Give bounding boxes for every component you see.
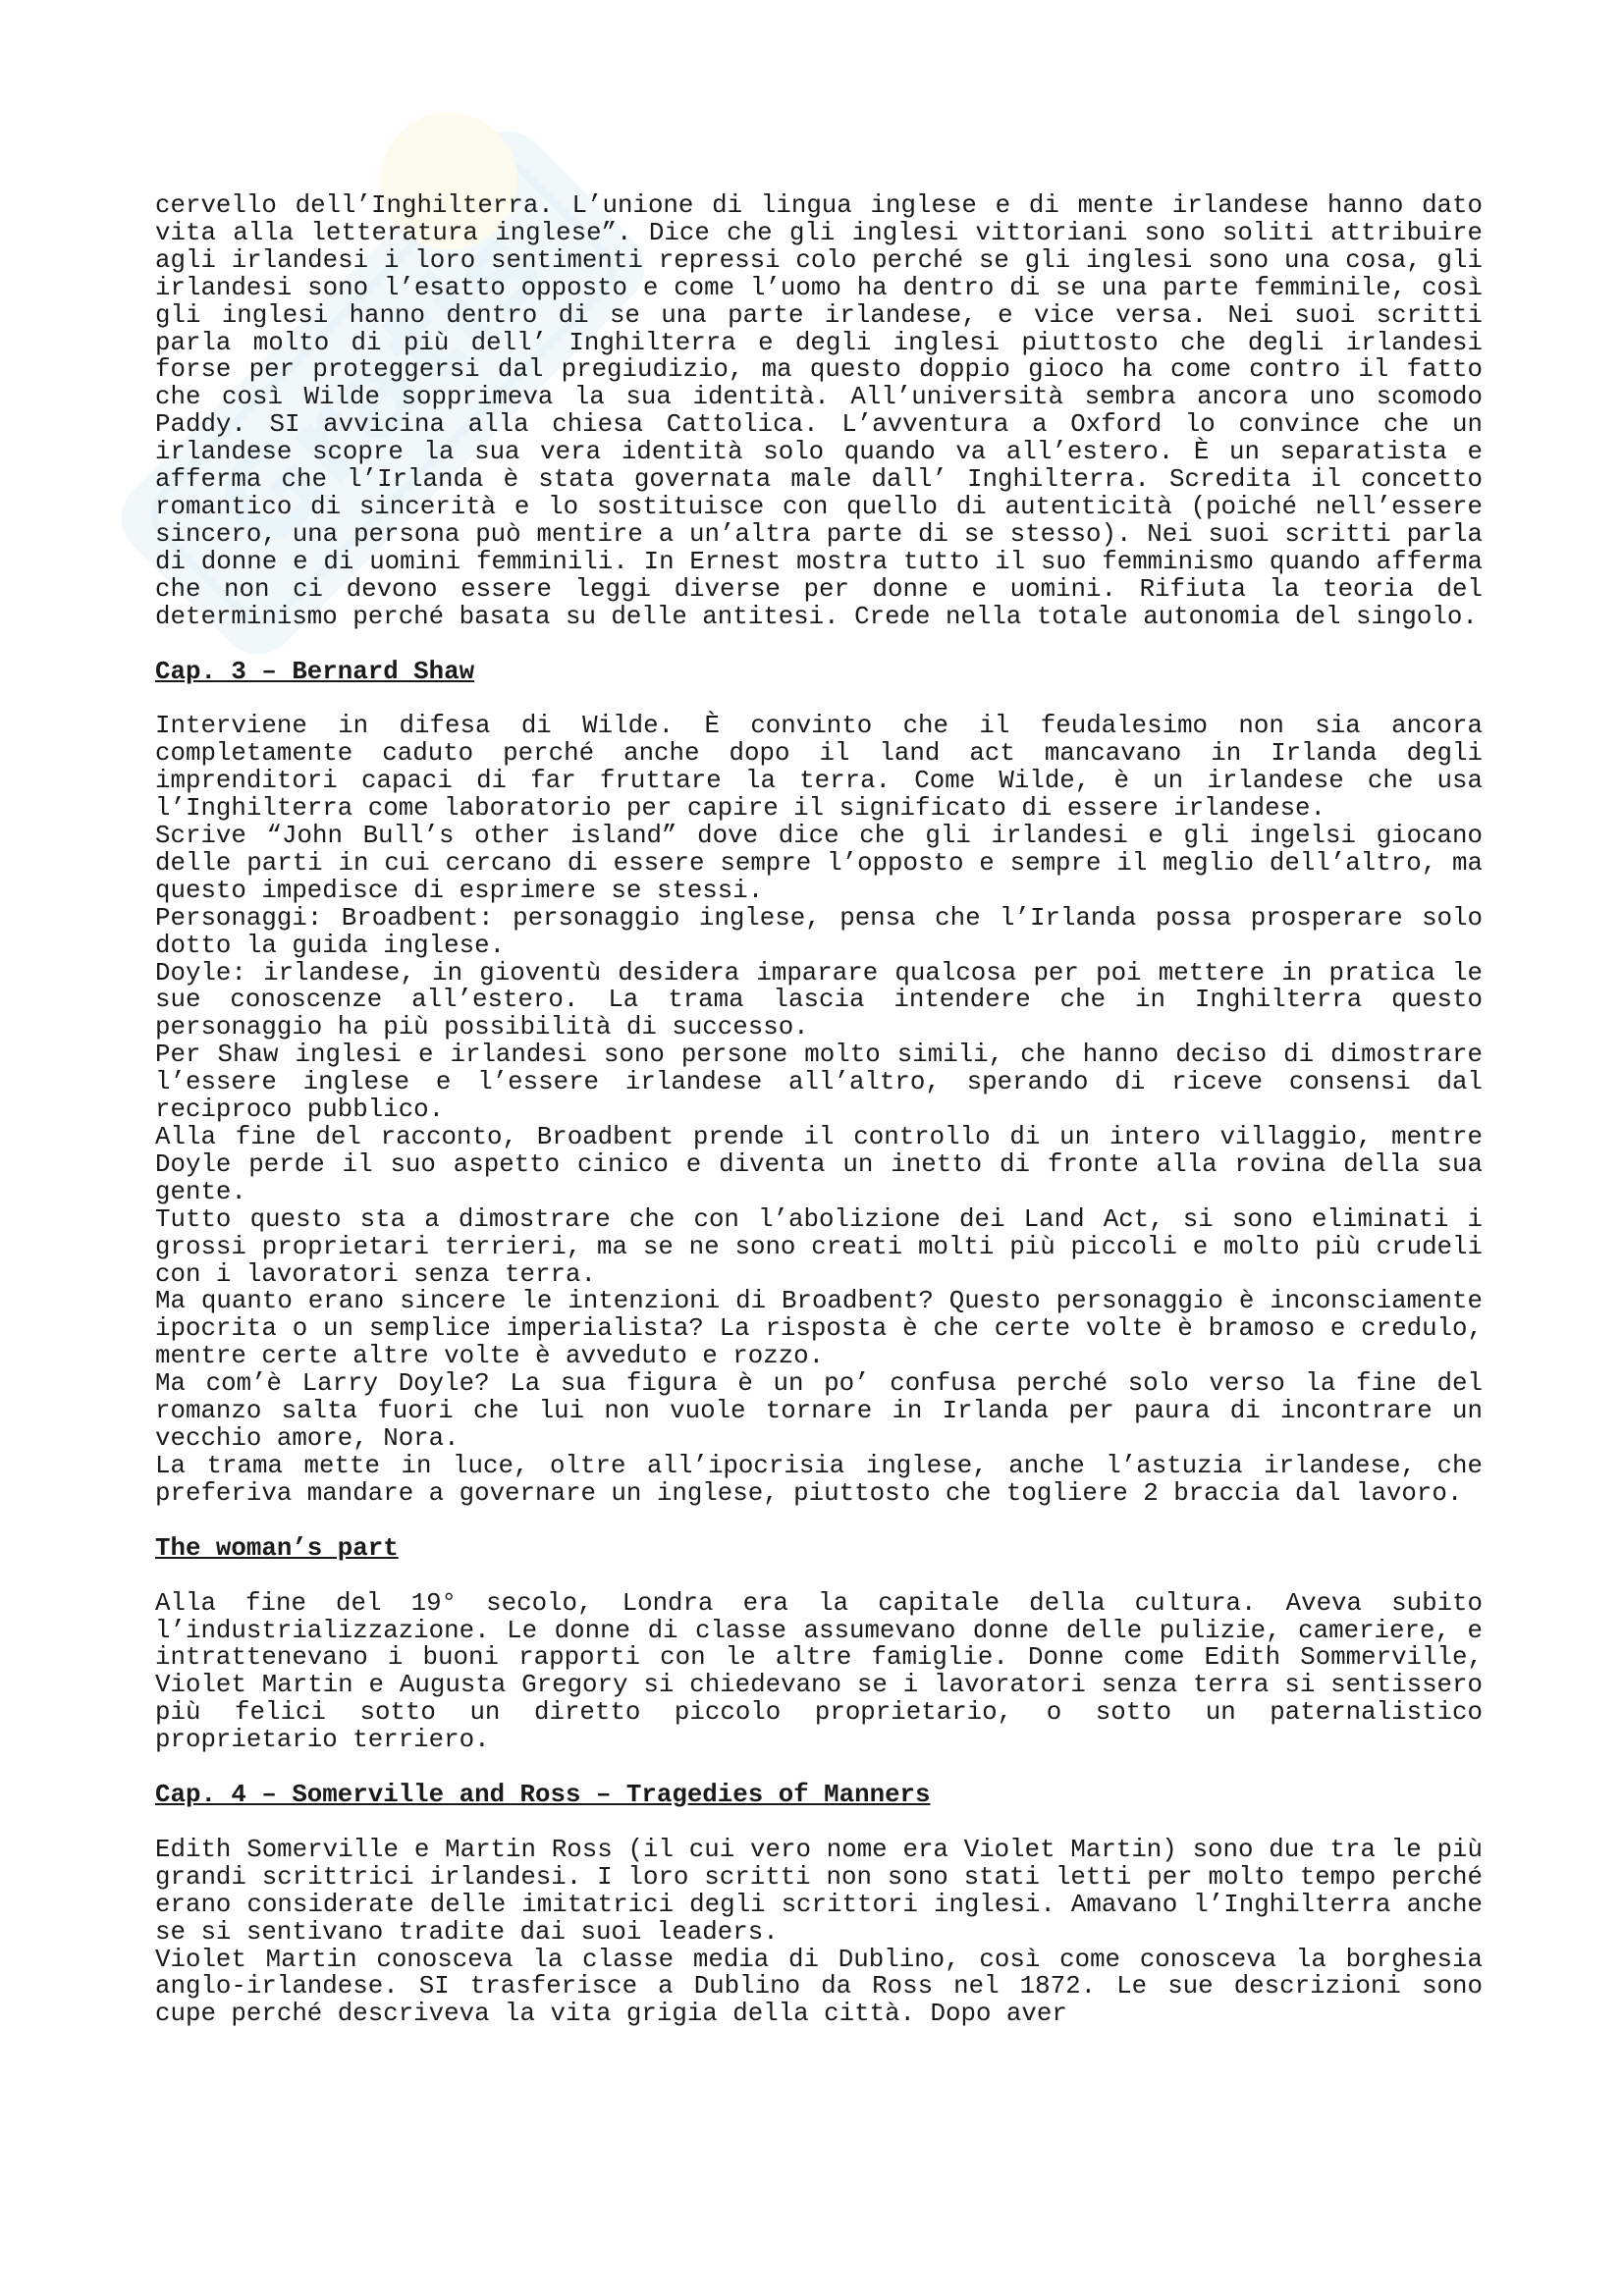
paragraph: Ma quanto erano sincere le intenzioni di Broadbent? Questo personaggio è inconsciamente ipocrita o un semplice imperialista? La risposta è che certe volte è bramoso e credulo, mentre certe altre volte è avveduto e rozzo. xyxy=(155,1287,1483,1371)
section-shaw xyxy=(155,659,1483,1508)
paragraph: Interviene in difesa di Wilde. È convinto che il feudalesimo non sia ancora completamente caduto perché anche dopo il land act mancavano in Irlanda degli imprenditori capaci di far fruttare la terra. Come Wilde, è un irlandese che usa l’Inghilterra come laboratorio per capire il significato di essere irlandese. xyxy=(155,712,1483,824)
intro-section xyxy=(155,192,1483,631)
paragraph: Scrive “John Bull’s other island” dove dice che gli irlandesi e gli ingelsi giocano delle parti in cui cercano di essere sempre l’opposto e sempre il meglio dell’altro, ma questo impedisce di esprimere se stessi. xyxy=(155,822,1483,905)
section-woman xyxy=(155,1535,1483,1754)
paragraph: Tutto questo sta a dimostrare che con l’abolizione dei Land Act, si sono eliminati i grossi proprietari terrieri, ma se ne sono creati molti più piccoli e molto più crudeli con i lavoratori senza terra. xyxy=(155,1204,1483,1289)
paragraph: Alla fine del racconto, Broadbent prende il controllo di un intero villaggio, mentre Doyle perde il suo aspetto cinico e diventa un inetto di fronte alla rovina della sua gente. xyxy=(155,1123,1483,1206)
svg-text:Gratis: Gratis xyxy=(189,198,569,579)
paragraph: Doyle: irlandese, in gioventù desidera imparare qualcosa per poi mettere in pratica le sue conoscenze all’estero. La trama lascia intendere che in Inghilterra questo personaggio ha più possibilità di successo. xyxy=(155,958,1483,1042)
paragraph: Ma com’è Larry Doyle? La sua figura è un po’ confusa perché solo verso la fine del romanzo salta fuori che lui non vuole tornare in Irlanda per paura di incontrare un vecchio amore, Nora. xyxy=(155,1369,1483,1453)
section-heading: The woman’s part xyxy=(155,1533,399,1563)
section-somerville xyxy=(155,1782,1483,2028)
paragraph: cervello dell’Inghilterra. L’unione di lingua inglese e di mente irlandese hanno dato vita alla letteratura inglese”. Dice che gli inglesi vittoriani sono soliti attribuire agli irlandesi i loro sentimenti repressi colo perché se gli inglesi sono una cosa, gli irlandesi sono l’esatto opposto e come l’uomo ha dentro di se una parte femminile, così gli inglesi hanno dentro di se una parte irlandese, e vice versa. Nei suoi scritti parla molto di più dell’ Inghilterra e degli inglesi piuttosto che degli irlandesi forse per proteggersi dal pregiudizio, ma questo doppio gioco ha come contro il fatto che così Wilde sopprimeva la sua identità. All’università sembra ancora uno scomodo Paddy. SI avvicina alla chiesa Cattolica. L’avventura a Oxford lo convince che un irlandese scopre la sua vera identità solo quando va all’estero. È un separatista e afferma che l’Irlanda è stata governata male dall’ Inghilterra. Scredita il concetto romantico di sincerità e lo sostituisce con quello di autenticità (poiché nell’essere sincero, una persona può mentire a un’altra parte di se stesso). Nei suoi scritti parla di donne e di uomini femminili. In Ernest mostra tutto il suo femminismo quando afferma che non ci devono essere leggi diverse per donne e uomini. Rifiuta la teoria del determinismo perché basata su delle antitesi. Crede nella totale autonomia del singolo. xyxy=(155,191,1483,631)
section-heading: Cap. 4 – Somerville and Ross – Tragedies of Manners xyxy=(155,1781,931,1810)
paragraph: Personaggi: Broadbent: personaggio inglese, pensa che l’Irlanda possa prosperare solo dotto la guida inglese. xyxy=(155,903,1483,960)
paragraph: La trama mette in luce, oltre all’ipocrisia inglese, anche l’astuzia irlandese, che preferiva mandare a governare un inglese, piuttosto che togliere 2 braccia dal lavoro. xyxy=(155,1451,1483,1508)
document-page xyxy=(155,192,1483,2028)
paragraph: Per Shaw inglesi e irlandesi sono persone molto simili, che hanno deciso di dimostrare l’essere inglese e l’essere irlandese all’altro, sperando di riceve consensi dal reciproco pubblico. xyxy=(155,1041,1483,1125)
paragraph: Edith Somerville e Martin Ross (il cui vero nome era Violet Martin) sono due tra le più grandi scrittrici irlandesi. I loro scritti non sono stati letti per molto tempo perché erano considerate delle imitatrici degli scrittori inglesi. Amavano l’Inghilterra anche se si sentivano tradite dai suoi leaders. xyxy=(155,1835,1483,1947)
paragraph: Alla fine del 19° secolo, Londra era la capitale della cultura. Aveva subito l’industrializzazione. Le donne di classe assumevano donne delle pulizie, cameriere, e intrattenevano i buoni rapporti con le altre famiglie. Donne come Edith Sommerville, Violet Martin e Augusta Gregory si chiedevano se i lavoratori senza terra si sentissero più felici sotto un diretto piccolo proprietario, o sotto un paternalistico proprietario terriero. xyxy=(155,1588,1483,1755)
section-heading: Cap. 3 – Bernard Shaw xyxy=(155,657,475,686)
paragraph: Violet Martin conosceva la classe media di Dublino, così come conosceva la borghesia anglo-irlandese. SI trasferisce a Dublino da Ross nel 1872. Le sue descrizioni sono cupe perché descriveva la vita grigia della città. Dopo aver xyxy=(155,1945,1483,2029)
